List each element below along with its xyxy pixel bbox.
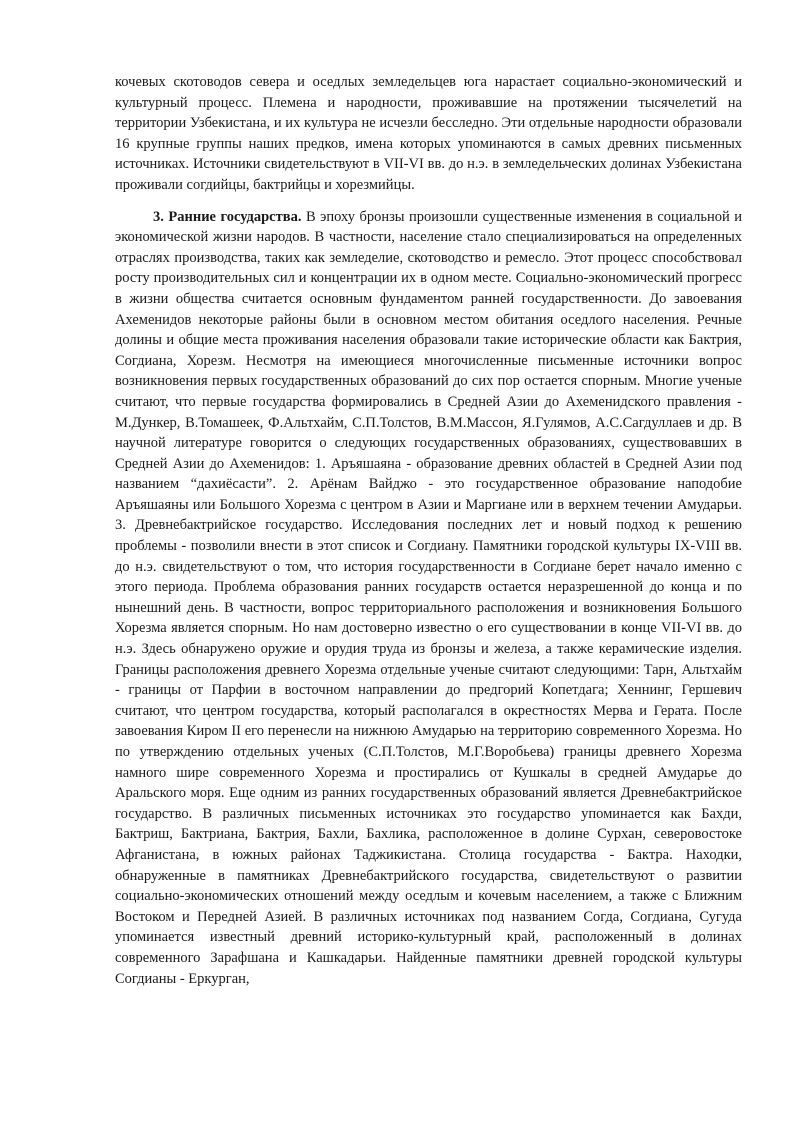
paragraph-early-states (115, 207, 742, 990)
paragraph-body: В эпоху бронзы произошли существенные изменения в социальной и экономической жизни народов. В частности, население стало специализироваться на определенных отраслях производства, таких как земледелие, скотоводство и ремесло. Этот процесс способствовал росту производительных сил и концентрации их в одном месте. Социально-экономический прогресс в жизни общества считается основным фундаментом ранней государственности. До завоевания Ахеменидов некоторые районы были в основном местом обитания оседлого населения. Речные долины и общие места проживания населения образовали такие исторические области как Бактрия, Согдиана, Хорезм. Несмотря на имеющиеся многочисленные письменные источники вопрос возникновения первых государственных образований до сих пор остается спорным. Многие ученые считают, что первые государства формировались в Средней Азии до Ахеменидского правления - М.Дункер, В.Томашеек, Ф.Альтхайм, С.П.Толстов, В.М.Массон, Я.Гулямов, А.С.Сагдуллаев и др. В научной литературе говорится о следующих государственных образованиях, существовавших в Средней Азии до Ахеменидов: 1. Аръяшаяна - образование древних областей в Средней Азии под названием “дахиёсасти”. 2. Арёнам Вайджо - это государственное образование наподобие Аръяшаяны или Большого Хорезма с центром в Азии и Маргиане или в верхнем течении Амударьи. 3. Древнебактрийское государство. Исследования последних лет и новый подход к решению проблемы - позволили внести в этот список и Согдиану. Памятники городской культуры IX-VIII вв. до н.э. свидетельствуют о том, что история государственности в Согдиане берет начало именно с этого периода. Проблема образования ранних государств остается неразрешенной до конца и по нынешний день. В частности, вопрос территориального расположения и возникновения Большого Хорезма является спорным. Но нам достоверно известно о его существовании в конце VII-VI вв. до н.э. Здесь обнаружено оружие и орудия труда из бронзы и железа, а также керамические изделия. Границы расположения древнего Хорезма отдельные ученые считают следующими: Тарн, Альтхайм - границы от Парфии в восточном направлении до предгорий Копетдага; Хеннинг, Гершевич считают, что центром государства, который располагался в окрестностях Мерва и Герата. После завоевания Киром II его перенесли на нижнюю Амударью на территорию современного Хорезма. Но по утверждению отдельных ученых (С.П.Толстов, М.Г.Воробьева) границы древнего Хорезма намного шире современного Хорезма и простирались от Кушкалы в средней Амударье до Аральского моря. Еще одним из ранних государственных образований является Древнебактрийское государство. В различных письменных источниках это государство упоминается как Бахди, Бактриш, Бактриана, Бактрия, Бахли, Бахлика, расположенное в долине Сурхан, северовостоке Афганистана, в южных районах Таджикистана. Столица государства - Бактра. Находки, обнаруженные в памятниках Древнебактрийского государства, свидетельствуют о развитии социально-экономических отношений между оседлым и кочевым населением, а также с Ближним Востоком и Передней Азией. В различных источниках под названием Согда, Согдиана, Сугуда упоминается известный древний историко-культурный край, расположенный в долинах современного Зарафшана и Кашкадарьи. Найденные памятники древней городской культуры Согдианы - Еркурган, (115, 208, 742, 987)
document-page (115, 72, 742, 989)
paragraph-continuation: кочевых скотоводов севера и оседлых земледельцев юга нарастает социально-экономический и культурный процесс. Племена и народности, проживавшие на протяжении тысячелетий на территории Узбекистана, и их культура не исчезли бесследно. Эти отдельные народности образовали 16 крупные группы наших предков, имена которых упоминаются в самых древних письменных источниках. Источники свидетельствуют в VII-VI вв. до н.э. в земледельческих долинах Узбекистана проживали согдийцы, бактрийцы и хорезмийцы. (115, 74, 742, 193)
section-heading: 3. Ранние государства. (153, 208, 302, 225)
